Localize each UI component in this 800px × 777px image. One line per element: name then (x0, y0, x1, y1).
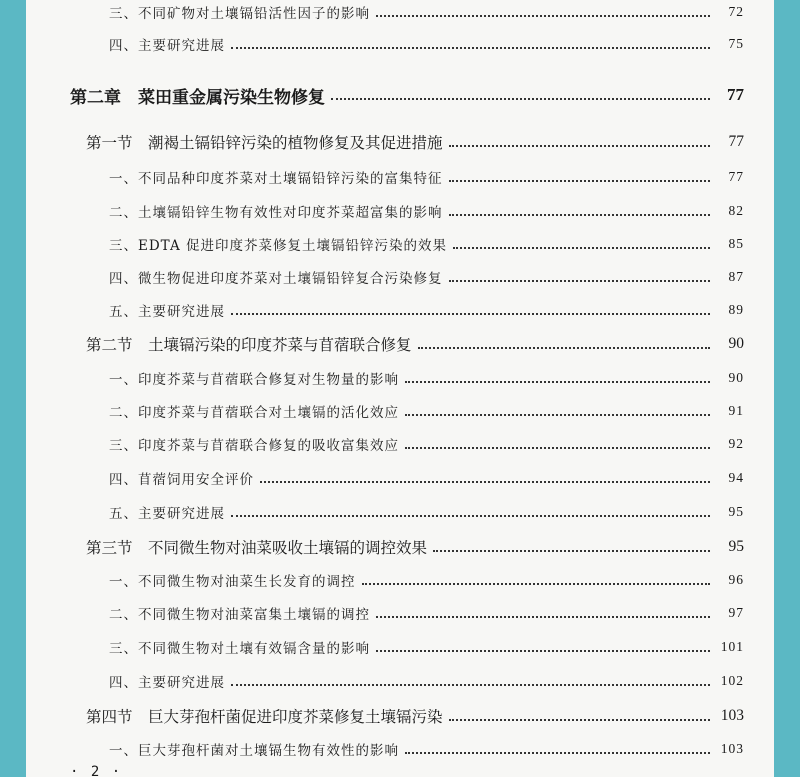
toc-entry-page-number: 95 (728, 504, 744, 519)
toc-entry-page-number: 103 (720, 741, 744, 756)
leader-dots (331, 98, 710, 100)
toc-entry-page-number: 82 (728, 203, 744, 218)
page-footer-number: · 2 · (70, 764, 123, 777)
toc-entry-chapter[interactable] (26, 85, 774, 108)
toc-entry-page-number: 103 (720, 707, 744, 724)
toc-entry-title: 二、印度芥菜与苜蓿联合对土壤镉的活化效应 (109, 405, 399, 421)
toc-entry-title: 一、不同品种印度芥菜对土壤镉铅锌污染的富集特征 (109, 171, 443, 187)
leader-dots (231, 684, 710, 686)
toc-entry-page-number: 96 (728, 572, 744, 587)
toc-entry-title: 三、EDTA 促进印度芥菜修复土壤镉铅锌污染的效果 (109, 238, 447, 254)
toc-entry-page-number: 77 (728, 169, 744, 184)
toc-entry-title: 第一节 潮褐土镉铅锌污染的植物修复及其促进措施 (86, 134, 443, 152)
toc-entry-title: 第二章 菜田重金属污染生物修复 (70, 87, 325, 108)
toc-entry-title: 第四节 巨大芽孢杆菌促进印度芥菜修复土壤镉污染 (86, 708, 443, 726)
toc-entry-sub[interactable] (26, 2, 774, 22)
leader-dots (405, 752, 710, 754)
toc-entry-title: 三、不同微生物对土壤有效镉含量的影响 (109, 641, 370, 657)
toc-entry-title: 一、不同微生物对油菜生长发育的调控 (109, 574, 356, 590)
toc-entry-page-number: 95 (728, 538, 744, 555)
toc-entry-title: 四、苜蓿饲用安全评价 (109, 472, 254, 488)
toc-entry-title: 第三节 不同微生物对油菜吸收土壤镉的调控效果 (86, 539, 428, 557)
leader-dots (231, 313, 710, 315)
toc-entry-title: 三、印度芥菜与苜蓿联合修复的吸收富集效应 (109, 438, 399, 454)
toc-entry-page-number: 75 (728, 36, 744, 51)
leader-dots (405, 381, 710, 383)
toc-entry-title: 第二节 土壤镉污染的印度芥菜与苜蓿联合修复 (86, 336, 412, 354)
toc-entry-sub[interactable] (26, 637, 774, 657)
toc-entry-page-number: 101 (720, 639, 744, 654)
toc-entry-section[interactable] (26, 334, 774, 354)
toc-entry-page-number: 97 (728, 605, 744, 620)
toc-entry-title: 三、不同矿物对土壤镉铅活性因子的影响 (109, 6, 370, 22)
toc-entry-page-number: 77 (727, 85, 744, 104)
toc-entry-sub[interactable] (26, 34, 774, 54)
toc-entry-page-number: 85 (728, 236, 744, 251)
toc-entry-sub[interactable] (26, 401, 774, 421)
leader-dots (376, 616, 710, 618)
toc-entry-sub[interactable] (26, 570, 774, 590)
toc-entry-sub[interactable] (26, 603, 774, 623)
toc-entry-title: 四、主要研究进展 (109, 675, 225, 691)
toc-entry-page-number: 102 (720, 673, 744, 688)
toc-entry-title: 四、微生物促进印度芥菜对土壤镉铅锌复合污染修复 (109, 271, 443, 287)
leader-dots (362, 583, 711, 585)
toc-entry-page-number: 90 (728, 370, 744, 385)
toc-entry-sub[interactable] (26, 167, 774, 187)
leader-dots (260, 481, 710, 483)
toc-entry-title: 四、主要研究进展 (109, 38, 225, 54)
leader-dots (405, 447, 710, 449)
toc-entry-sub[interactable] (26, 434, 774, 454)
toc-entry-title: 一、印度芥菜与苜蓿联合修复对生物量的影响 (109, 372, 399, 388)
toc-entry-page-number: 89 (728, 302, 744, 317)
toc-entry-section[interactable] (26, 132, 774, 152)
toc-entry-title: 二、不同微生物对油菜富集土壤镉的调控 (109, 607, 370, 623)
leader-dots (405, 414, 710, 416)
leader-dots (449, 719, 710, 721)
toc-entry-sub[interactable] (26, 267, 774, 287)
toc-entry-sub[interactable] (26, 502, 774, 522)
toc-entry-section[interactable] (26, 537, 774, 557)
toc-entry-sub[interactable] (26, 201, 774, 221)
toc-entry-title: 五、主要研究进展 (109, 304, 225, 320)
leader-dots (433, 550, 710, 552)
toc-entry-sub[interactable] (26, 671, 774, 691)
toc-entry-sub[interactable] (26, 300, 774, 320)
leader-dots (449, 214, 711, 216)
leader-dots (449, 280, 711, 282)
toc-page (26, 0, 774, 777)
toc-entry-sub[interactable] (26, 368, 774, 388)
toc-entry-page-number: 72 (728, 4, 744, 19)
leader-dots (376, 15, 710, 17)
toc-entry-section[interactable] (26, 706, 774, 726)
toc-entry-title: 一、巨大芽孢杆菌对土壤镉生物有效性的影响 (109, 743, 399, 759)
leader-dots (231, 47, 710, 49)
toc-entry-page-number: 91 (728, 403, 744, 418)
leader-dots (449, 180, 711, 182)
toc-entry-page-number: 87 (728, 269, 744, 284)
toc-entry-page-number: 92 (728, 436, 744, 451)
leader-dots (376, 650, 710, 652)
leader-dots (453, 247, 710, 249)
leader-dots (418, 347, 710, 349)
toc-entry-page-number: 90 (728, 335, 744, 352)
leader-dots (231, 515, 710, 517)
toc-entry-sub[interactable] (26, 739, 774, 759)
toc-entry-sub[interactable] (26, 468, 774, 488)
toc-entry-title: 五、主要研究进展 (109, 506, 225, 522)
toc-entry-page-number: 77 (728, 133, 744, 150)
toc-entry-sub[interactable] (26, 234, 774, 254)
leader-dots (449, 145, 710, 147)
toc-entry-page-number: 94 (728, 470, 744, 485)
toc-entry-title: 二、土壤镉铅锌生物有效性对印度芥菜超富集的影响 (109, 205, 443, 221)
